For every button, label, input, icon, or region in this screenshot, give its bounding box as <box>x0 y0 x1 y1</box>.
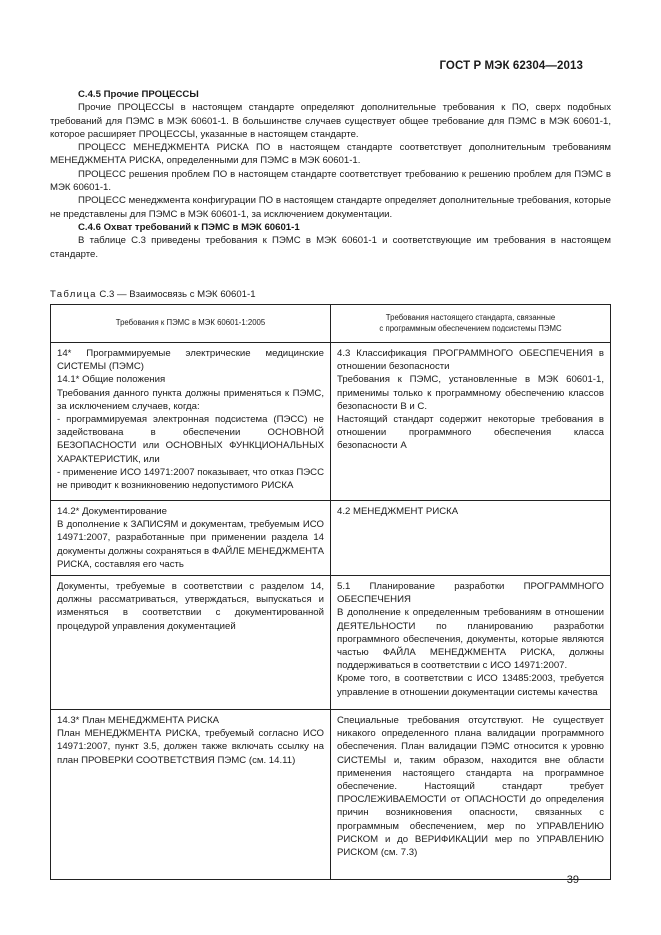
table-header-col1: Требования к ПЭМС в МЭК 60601-1:2005 <box>51 305 331 343</box>
table-cell-right: Специальные требования отсутствуют. Не существует никакого определенного плана валидации программного обеспечения. План валидации ПЭМС относится к уровню СИСТЕМЫ и, таким образом, находится вне области применения настоящего стандарта на программное обеспечение. Настоящий стандарт требует ПРОСЛЕЖИВАЕМОСТИ от ОПАСНОСТИ до определения причин возникновения опасности, связанных с программным обеспечением, мер по УПРАВЛЕНИЮ РИСКОМ и до ВЕРИФИКАЦИИ мер по УПРАВЛЕНИЮ РИСКОМ (см. 7.3) <box>331 710 611 880</box>
paragraph: ПРОЦЕСС МЕНЕДЖМЕНТА РИСКА ПО в настоящем стандарте соответствует дополнительным требованиям МЕНЕДЖМЕНТА РИСКА, определенными для ПЭМС в МЭК 60601-1. <box>50 142 611 167</box>
table-row <box>51 576 611 710</box>
body-section <box>50 88 611 261</box>
table-row <box>51 343 611 501</box>
document-header: ГОСТ Р МЭК 62304—2013 <box>439 60 583 72</box>
paragraph: В таблице С.3 приведены требования к ПЭМС в МЭК 60601-1 и соответствующие им требования в настоящем стандарте. <box>50 235 611 260</box>
table-cell-right: 4.3 Классификация ПРОГРАММНОГО ОБЕСПЕЧЕНИЯ в отношении безопасности Требования к ПЭМС, установленные в МЭК 60601-1, применимы только к программному обеспечению классов безопасности В и С. Настоящий стандарт содержит некоторые требования в отношении программного обеспечения класса безопасности А <box>331 343 611 501</box>
paragraph: Прочие ПРОЦЕССЫ в настоящем стандарте определяют дополнительные требования к ПО, сверх подобных требований для ПЭМС в МЭК 60601-1. В большинстве случаев существует общее требование для ПЭМС в МЭК 60601-1, которое расширяет ПРОЦЕССЫ, указанные в настоящем стандарте. <box>50 102 611 140</box>
table-cell-left: 14* Программируемые электрические медицинские СИСТЕМЫ (ПЭМС) 14.1* Общие положения Требования данного пункта должны применяться к ПЭМС, за исключением случаев, когда: - программируемая электронная подсистема (ПЭСС) не задействована в обеспечении ОСНОВНОЙ БЕЗОПАСНОСТИ или ОСНОВНЫХ ФУНКЦИОНАЛЬНЫХ ХАРАКТЕРИСТИК, или - применение ИСО 14971:2007 показывает, что отказ ПЭСС не приводит к возникновению недопустимого РИСКА <box>51 343 331 501</box>
table-caption <box>50 289 256 300</box>
table-header-col2: Требования настоящего стандарта, связанные с программным обеспечением подсистемы ПЭМС <box>331 305 611 343</box>
table-caption-text: С.3 — Взаимосвязь с МЭК 60601-1 <box>99 289 256 300</box>
paragraph: ПРОЦЕСС решения проблем ПО в настоящем стандарте соответствует требованию к решению проблем для ПЭМС в МЭК 60601-1. <box>50 168 611 194</box>
table-row <box>51 710 611 880</box>
table-caption-label: Таблица <box>50 289 97 300</box>
table-cell-right: 5.1 Планирование разработки ПРОГРАММНОГО ОБЕСПЕЧЕНИЯ В дополнение к определенным требованиям в отношении ДЕЯТЕЛЬНОСТИ по планированию разработки программного обеспечения, документы, которые являются частью ФАЙЛА МЕНЕДЖМЕНТА РИСКА, должны поддерживаться в соответствии с ИСО 14971:2007. Кроме того, в соответствии с ИСО 13485:2003, требуется управление в отношении документации системы качества <box>331 576 611 710</box>
paragraph: ПРОЦЕСС менеджмента конфигурации ПО в настоящем стандарте определяет дополнительные требования, которые не представлены для ПЭМС в МЭК 60601-1, за исключением документации. <box>50 195 611 220</box>
table-cell-left: 14.3* План МЕНЕДЖМЕНТА РИСКА План МЕНЕДЖМЕНТА РИСКА, требуемый согласно ИСО 14971:2007, пункт 3.5, должен также включать ссылку на план ПРОВЕРКИ СООТВЕТСТВИЯ ПЭМС (см. 14.11) <box>51 710 331 880</box>
table-header-row <box>51 305 611 343</box>
relation-table <box>50 304 611 880</box>
page-number: 39 <box>566 874 579 886</box>
table-cell-left: 14.2* Документирование В дополнение к ЗАПИСЯМ и документам, требуемым ИСО 14971:2007, разработанные при применении раздела 14 документы должны сохраняться в ФАЙЛЕ МЕНЕДЖМЕНТА РИСКА, составляя его часть <box>51 501 331 576</box>
table-cell-left: Документы, требуемые в соответствии с разделом 14, должны рассматриваться, утверждаться, выпускаться и изменяться в соответствии с документированной процедурой управления документацией <box>51 576 331 710</box>
section-heading-c46: С.4.6 Охват требований к ПЭМС в МЭК 60601-1 <box>78 221 300 233</box>
section-heading-c45: С.4.5 Прочие ПРОЦЕССЫ <box>78 89 199 100</box>
table-cell-right: 4.2 МЕНЕДЖМЕНТ РИСКА <box>331 501 611 576</box>
table-row <box>51 501 611 576</box>
